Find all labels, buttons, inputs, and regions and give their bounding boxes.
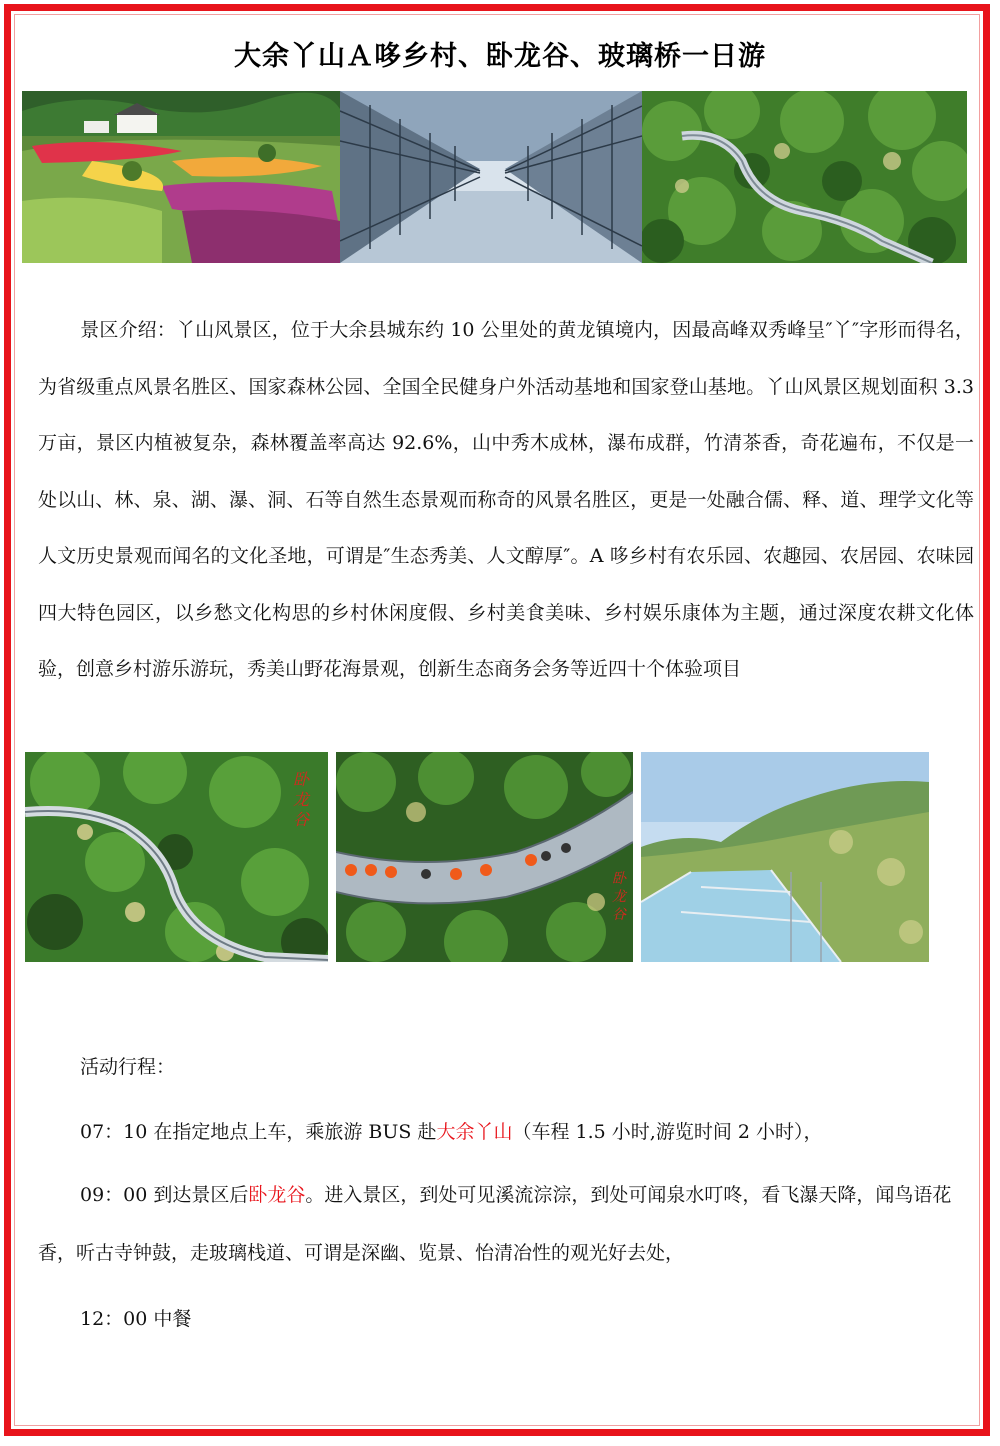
photo-calligraphy-text: 卧龙谷	[612, 871, 626, 923]
photo-aerial-walkway	[25, 752, 328, 962]
intro-text: 丫山风景区，位于大余县城东约 10 公里处的黄龙镇境内，因最高峰双秀峰呈″丫″字形而得名，为省级重点风景名胜区、国家森林公园、全国全民健身户外活动基地和国家登山基地。丫山风景区规划面积 3.3 万亩，景区内植被复杂，森林覆盖率高达 92.6%，山中秀木成林，瀑布成群，竹清茶香，奇花遍布，不仅是一处以山、林、泉、湖、瀑、洞、石等自然生态景观而称奇的风景名胜区，更是一处融合儒、释、道、理学文化等人文历史景观而闻名的文化圣地，可谓是″生态秀美、人文醇厚″。A 哆乡村有农乐园、农趣园、农居园、农味园四大特色园区，以乡愁文化构思的乡村休闲度假、乡村美食美味、乡村娱乐康体为主题，通过深度农耕文化体验，创意乡村游乐游玩，秀美山野花海景观，创新生态商务会务等近四十个体验项目	[38, 319, 974, 680]
destination-highlight: 大余丫山	[436, 1121, 513, 1143]
destination-highlight: 卧龙谷	[248, 1184, 306, 1206]
itinerary-heading: 活动行程：	[80, 1056, 176, 1078]
photo-bridge-mountain-view	[641, 752, 929, 962]
photo-flower-village	[22, 91, 340, 263]
itinerary-item: 12：00 中餐	[80, 1308, 192, 1330]
itinerary-item: 07：10 在指定地点上车，乘旅游 BUS 赴大余丫山（车程 1.5 小时,游览时间 2 小时），	[80, 1121, 823, 1143]
page-title: 大余丫山Ａ哆乡村、卧龙谷、玻璃桥一日游	[234, 41, 766, 72]
itinerary-item: 09：00 到达景区后卧龙谷。进入景区，到处可见溪流淙淙，到处可闻泉水叮咚，看飞瀑天降，闻鸟语花香，听古寺钟鼓，走玻璃栈道、可谓是深幽、览景、怡清冶性的观光好去处，	[38, 1184, 952, 1264]
photo-tourists-on-bridge	[336, 752, 633, 962]
photo-forest-walkway	[642, 91, 967, 263]
photo-glass-bridge-perspective	[340, 91, 642, 263]
intro-label: 景区介绍：	[80, 319, 176, 341]
intro-paragraph	[38, 302, 974, 698]
photo-calligraphy-text: 卧龙谷	[293, 770, 310, 829]
